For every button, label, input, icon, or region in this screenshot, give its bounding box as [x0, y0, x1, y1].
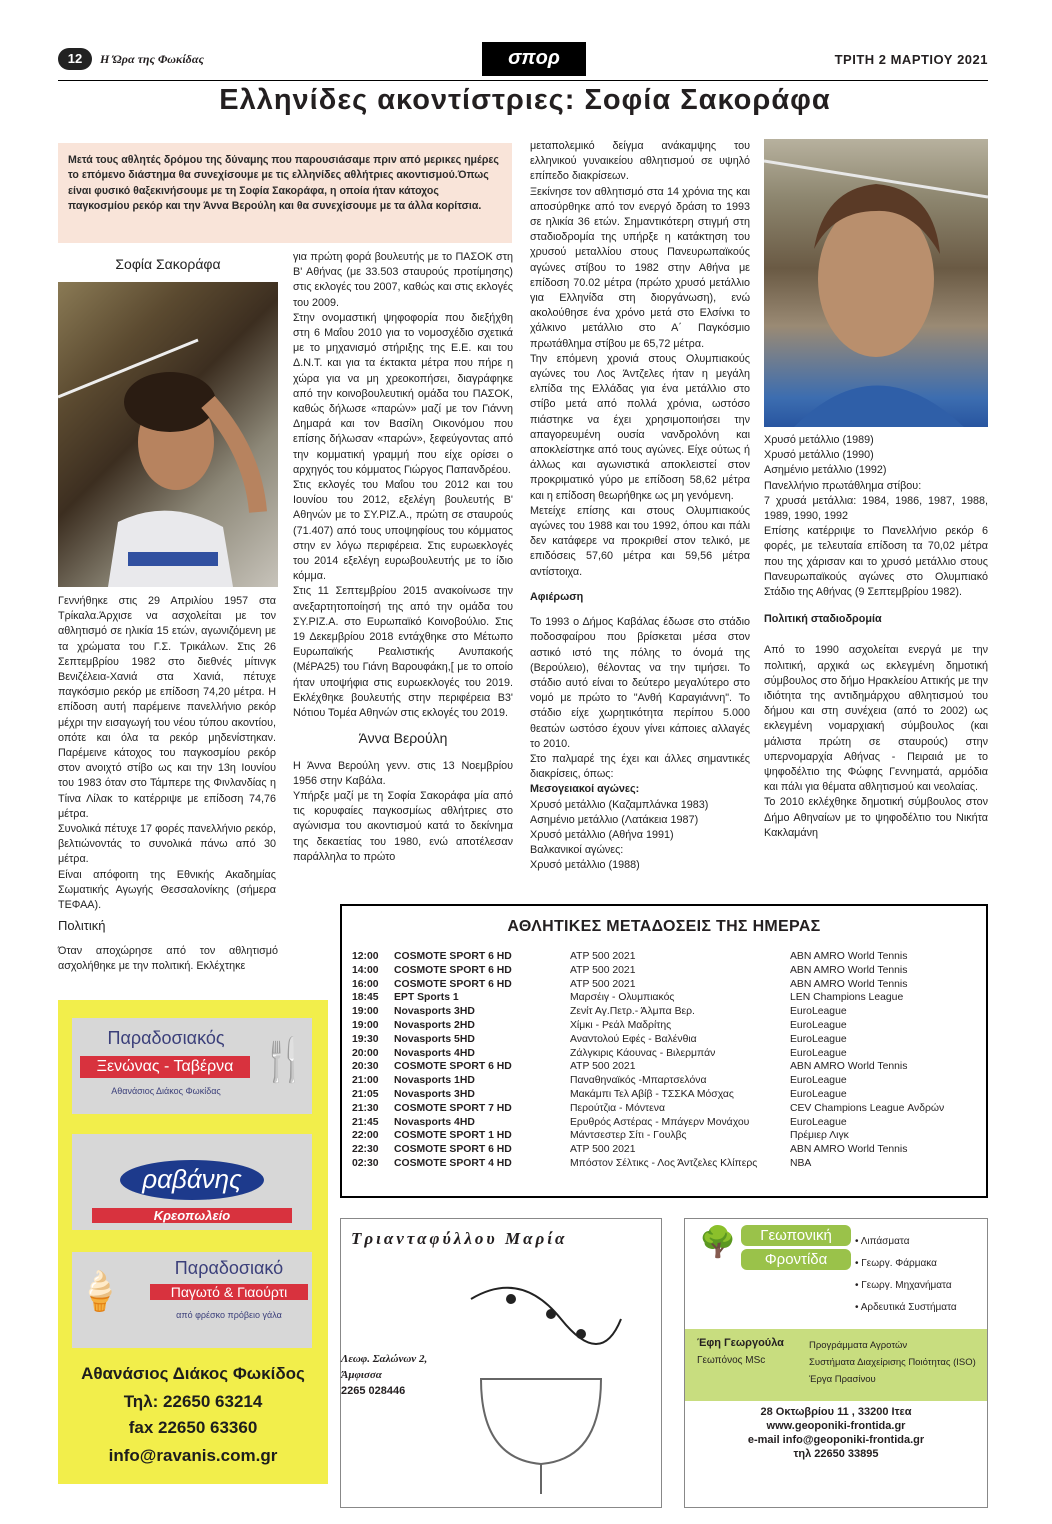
tv-channel: Novasports 1HD — [394, 1075, 475, 1087]
ad-ravanis — [58, 1000, 328, 1484]
geo-email: e-mail info@geoponiki-frontida.gr — [747, 1434, 925, 1446]
ad-ravanis-name: Αθανάσιος Διάκος Φωκίδος — [81, 1364, 305, 1383]
list-item: Συστήματα Διαχείρισης Ποιότητας (ISO) — [809, 1357, 976, 1368]
paragraph: Στις 11 Σεπτεμβρίου 2015 ανακοίνωσε την ανεξαρτητοποίησή της από την ομάδα του ΣΥ.ΡΙΖ.Α. στο Ευρωπαϊκό Κοινοβούλιο. Στις 19 Δεκεμβρίου 2018 εντάχθηκε στο Μέτωπο Ευρωπαϊκής Ρεαλιστικής Ανυπακοής (ΜέΡΑ25) του Γιάνη Βαρουφάκη,[ με το οποίο ήταν υποψήφια στις ευρωεκλογές του 2019. Εκλέχθηκε βουλευτής στην περιφέρεια Β3' Νότιου Τομέα Αθηνών στις εκλογές του 2019. — [293, 585, 513, 720]
table-row — [352, 1060, 976, 1074]
photo-verouli-art — [764, 139, 988, 427]
ad-maria-city: Άμφισσα — [341, 1369, 382, 1381]
tv-channel: COSMOTE SPORT 6 HD — [394, 951, 512, 962]
tv-time: 21:45 — [352, 1116, 379, 1128]
tv-league: EuroLeague — [790, 1033, 847, 1045]
ad-icecream-banner — [72, 1252, 312, 1348]
table-row — [352, 1047, 976, 1061]
paragraph: Μετείχε επίσης και στους Ολυμπιακούς αγώνες του 1988 και του 1992, όπου και πάλι δεν κατάφερε να προκριθεί στον τελικό, με επιδόσεις 57,60 μέτρα και 59,56 μέτρα αντίστοιχα. — [530, 504, 750, 578]
paragraph: Το 1993 ο Δήμος Καβάλας έδωσε στο στάδιο ποδοσφαίρου που βρίσκεται μέσα στον αστικό ιστό της πόλης το όνομά της (Βερούλειο), θέλοντας να την τιμήσει. Το στάδιο αυτό είναι το δεύτερο μεγαλύτερο στο νομό με πρώτο το "Ανθή Καραγιάννη". Το στάδιο είχε χωρητικότητα περίπου 5.000 θεατών ωστόσο έχουν γίνει κάποιες αλλαγές το 2010. — [530, 616, 750, 750]
article-title: Ελληνίδες ακοντίστριες: Σοφία Σακοράφα — [219, 84, 831, 116]
table-row — [352, 1005, 976, 1019]
tv-channel: EPT Sports 1 — [394, 992, 459, 1004]
ad-ravanis-fax: fax 22650 63360 — [128, 1418, 258, 1437]
column-1 — [58, 594, 276, 913]
tv-league: Πρέμιερ Λιγκ — [790, 1130, 849, 1142]
tv-channel: COSMOTE SPORT 1 HD — [394, 1130, 512, 1142]
list-item: Ασημένιο μετάλλιο (1992) — [764, 464, 887, 477]
tv-league: ABN AMRO World Tennis — [790, 964, 908, 976]
table-row — [352, 978, 976, 992]
tv-listings-table — [352, 950, 976, 1171]
column-3 — [530, 139, 750, 874]
icecream-subtitle: Παγωτό & Γιαούρτι — [150, 1284, 308, 1300]
geo-person: Έφη Γεωργούλα — [697, 1337, 784, 1349]
ad-maria-name: Τριανταφύλλου Μαρία — [351, 1229, 568, 1248]
table-row — [352, 1019, 976, 1033]
tv-time: 16:00 — [352, 978, 379, 990]
table-row — [352, 964, 976, 978]
tv-time: 21:05 — [352, 1088, 379, 1100]
tv-channel: COSMOTE SPORT 6 HD — [394, 964, 512, 976]
table-row — [352, 1074, 976, 1088]
tv-listings-box — [340, 904, 988, 1198]
tv-time: 19:00 — [352, 1019, 379, 1031]
subhead-career: Πολιτική σταδιοδρομία — [764, 613, 882, 626]
paragraph: για πρώτη φορά βουλευτής με το ΠΑΣΟΚ στη Β' Αθήνας (με 33.503 σταυρούς προτίμησης) στις εκλογές του 2007, καθώς και στις εκλογές του 2009. — [293, 251, 513, 309]
table-row — [352, 991, 976, 1005]
tavern-subtitle: Ξενώνας - Ταβέρνα — [80, 1056, 250, 1078]
list-item: Χρυσό μετάλλιο (1989) — [764, 434, 874, 446]
icecream-note: από φρέσκο πρόβειο γάλα — [176, 1310, 282, 1320]
tv-event: Ζάλγκιρις Κάουνας - Βιλερμπάν — [570, 1047, 716, 1059]
photo-sakorafa — [58, 282, 278, 587]
geo-person-title: Γεωπόνος MSc — [697, 1355, 766, 1366]
paragraph: Ξεκίνησε τον αθλητισμό στα 14 χρόνια της και αποσύρθηκε από τον ενεργό δράση το 1993 σε ηλικία 36 ετών. Σημαντικότερη στιγμή στη σταδιοδρομία της υπήρξε η κατάκτηση του χρυσού μεταλλίου στους Πανευρωπαϊκούς αγώνες στίβου το 1982 στην Αθήνα με επίδοση 70.02 μέτρα (πρώτο χρυσό μετάλλιο για Ελληνίδα στη διοργάνωση), ενώ ακολούθησε ένα χρόνο μετά στο Ελσίνκι το χάλκινο μετάλλιο στο Α΄ Παγκόσμιο πρωτάθλημα στίβου με 65,72 μέτρα. — [530, 185, 750, 350]
tv-event: Παναθηναϊκός -Μπαρτσελόνα — [570, 1075, 707, 1087]
tv-time: 19:30 — [352, 1033, 379, 1045]
geo-brand-2: Φροντίδα — [741, 1249, 851, 1270]
tv-event: ATP 500 2021 — [570, 1061, 636, 1073]
paragraph: Είναι απόφοιτη της Εθνικής Ακαδημίας Σωματικής Αγωγής Θεσσαλονίκης (σήμερα ΤΕΦΑΑ). — [58, 868, 276, 912]
tv-league: ABN AMRO World Tennis — [790, 951, 908, 962]
tv-event: ATP 500 2021 — [570, 951, 636, 962]
list-item: • Γεωργ. Φάρμακα — [855, 1258, 937, 1269]
subhead-sakorafa: Σοφία Σακοράφα — [115, 256, 221, 272]
tavern-title: Παραδοσιακός — [107, 1028, 225, 1048]
tv-channel: Novasports 3HD — [394, 1088, 475, 1100]
tv-league: ABN AMRO World Tennis — [790, 1144, 908, 1156]
page-number: 12 — [58, 48, 92, 70]
geo-phone: τηλ 22650 33895 — [793, 1448, 879, 1460]
ad-maria-phone: 2265 028446 — [341, 1385, 406, 1397]
table-row — [352, 1102, 976, 1116]
tv-event: Αναντολού Εφές - Βαλένθια — [570, 1033, 697, 1045]
paragraph: Την επόμενη χρονιά στους Ολυμπιακούς αγώνες του Λος Άντζελες ήταν η μεγάλη ελπίδα της Ελλάδας για ένα μετάλλιο στο στίβο μετά από πολλά χρόνια, ωστόσο πιάστηκε να έχει χρησιμοποιήσει την απαγορευμένη ουσία νανδρολόνη και αποκλείστηκε από τους αγώνες. Είχε ούτως ή άλλως και αγωνιστικά αποκλειστεί στον προκριματικό γύρο με επίδοση 58,62 μέτρα και η επίδοση θεωρήθηκε ως μη γενόμενη. — [530, 352, 750, 502]
tv-league: EuroLeague — [790, 1006, 847, 1018]
tv-league: CEV Champions League Ανδρών — [790, 1102, 945, 1114]
list-item: Χρυσό μετάλλιο (Αθήνα 1991) — [530, 828, 674, 841]
table-row — [352, 950, 976, 964]
list-item: Πανελλήνιο πρωτάθλημα στίβου: — [764, 479, 922, 492]
photo-verouli — [764, 139, 988, 427]
tv-channel: COSMOTE SPORT 4 HD — [394, 1157, 512, 1169]
tv-time: 21:00 — [352, 1075, 379, 1087]
icecream-icon: 🍦 — [76, 1271, 124, 1313]
tv-league: EuroLeague — [790, 1116, 847, 1128]
tv-listings-title: ΑΘΛΗΤΙΚΕΣ ΜΕΤΑΔΟΣΕΙΣ ΤΗΣ ΗΜΕΡΑΣ — [507, 918, 821, 935]
paragraph: Από το 1990 ασχολείται ενεργά με την πολιτική, αρχικά ως εκλεγμένη δημοτική σύμβουλος στο δήμο Ηρακλείου Αττικής με την ιδιότητα της αντιδημάρχου αθλητισμού του δήμου και στη συνέχεια (από το 2002) ως εκλεγμένη νομαρχιακή σύμβουλος (και μάλιστα πρώτη σε σταυρούς) στην υπερνομαρχία Αθήνας - Πειραιά με το ψηφοδέλτιο της Φώφης Γεννηματά, αρμόδια και πάλι για θέματα αθλητισμού και νεολαίας. — [764, 644, 988, 794]
photo-sakorafa-art — [58, 282, 278, 587]
tree-icon: 🌳 — [699, 1226, 737, 1259]
table-row — [352, 1116, 976, 1130]
tv-channel: Novasports 5HD — [394, 1033, 475, 1045]
icecream-title: Παραδοσιακό — [174, 1258, 284, 1278]
tv-league: LEN Champions League — [790, 992, 904, 1004]
geo-products — [855, 1231, 957, 1319]
tv-time: 20:30 — [352, 1061, 379, 1073]
intro-text: Μετά τους αθλητές δρόμου της δύναμης που παρουσιάσαμε πριν από μερικες ημέρες το επόμενο διάστημα θα συνεχίσουμε με τις ελληνίδες αθλήτριες ακοντισμού.Όπως είναι φυσικό θαξεκινήσουμε με τη Σοφία Σακοράφα, η οποία ήταν κάτοχος παγκοσμίου ρεκόρ και την Άννα Βερούλη και θα συνεχίσουμε με τα άλλα κορίτσια. — [68, 154, 499, 213]
tv-time: 20:00 — [352, 1047, 379, 1059]
tv-channel: Novasports 4HD — [394, 1116, 475, 1128]
paragraph: Στην ονομαστική ψηφοφορία που διεξήχθη στη 6 Μαΐου 2010 για το νομοσχέδιο σχετικά με το μηχανισμό στήριξης της Ε.Ε. και του Δ.Ν.Τ. και για τα έκτακτα μέτρα που πήρε η χώρα για να μη χρεοκοπήσει, διαγράφηκε από την κοινοβουλευτική ομάδα του ΠΑΣΟΚ, καθώς δήλωσε «παρών» μαζί με τον Γιάννη Δημαρά και τον Βασίλη Οικονόμου που επίσης δήλωσαν «παρών», ξεφεύγοντας από την κομματική γραμμή που είχε ορίσει ο αρχηγός του κόμματος Γιώργος Παπανδρέου. — [293, 311, 513, 476]
butcher-label: Κρεοπωλείο — [92, 1208, 292, 1223]
paragraph: Στις εκλογές του Μαΐου του 2012 και του Ιουνίου του 2012, εξελέγη βουλευτής Β' Αθηνών με το ΣΥ.ΡΙΖ.Α., πρώτη σε σταυρούς (71.407) από τους υποψηφίους του κόμματος στην εν λόγω περιφέρεια. Στις ευρωεκλογές του 2014 εξελέγη ευρωβουλευτής με το ίδιο κόμμα. — [293, 479, 513, 583]
tv-time: 12:00 — [352, 951, 379, 962]
ad-geoponiki — [684, 1218, 988, 1508]
list-item: • Αρδευτικά Συστήματα — [855, 1302, 957, 1313]
intro-box — [58, 143, 512, 243]
tv-channel: COSMOTE SPORT 7 HD — [394, 1102, 512, 1114]
tv-channel: COSMOTE SPORT 6 HD — [394, 1061, 512, 1073]
tv-event: Μαρσέιγ - Ολυμπιακός — [570, 992, 675, 1004]
tv-time: 22:30 — [352, 1144, 379, 1156]
subhead-dedication: Αφιέρωση — [530, 590, 584, 603]
column-2 — [293, 250, 513, 865]
fork-knife-icon: 🍴 — [258, 1036, 311, 1083]
ad-maria — [340, 1218, 662, 1508]
geo-contact — [685, 1405, 987, 1461]
paragraph: Η Άννα Βερούλη γενν. στις 13 Νοεμβρίου 1956 στην Καβάλα. — [293, 759, 513, 787]
tavern-location: Αθανάσιος Διάκος Φωκίδας — [111, 1086, 221, 1096]
ad-ravanis-email: info@ravanis.com.gr — [108, 1446, 278, 1465]
subhead-mediterranean: Μεσογειακοί αγώνες: — [530, 783, 640, 796]
tv-event: Μπόστον Σέλτικς - Λος Άντζελες Κλίπερς — [570, 1157, 758, 1169]
list-item: Βαλκανικοί αγώνες: — [530, 844, 624, 857]
table-row — [352, 1157, 976, 1171]
list-item: Χρυσό μετάλλιο (Καζαμπλάνκα 1983) — [530, 798, 709, 811]
tv-time: 19:00 — [352, 1006, 379, 1018]
tv-event: Χίμκι - Ρεάλ Μαδρίτης — [570, 1019, 672, 1031]
table-row — [352, 1033, 976, 1047]
paragraph: Συνολικά πέτυχε 17 φορές πανελλήνιο ρεκόρ, βελτιώνοντάς το συνολικά πάνω από 30 μέτρα. — [58, 823, 276, 866]
paragraph: Το 2010 εκλέχθηκε δημοτική σύμβουλος στον Δήμο Αθηναίων με το ψηφοδέλτιο του Νικήτα Κακλαμάνη — [764, 796, 988, 839]
tv-channel: Novasports 4HD — [394, 1047, 475, 1059]
geo-services — [809, 1337, 976, 1388]
ad-ravanis-tel: Τηλ: 22650 63214 — [123, 1392, 263, 1411]
list-item: Προγράμματα Αγροτών — [809, 1340, 908, 1351]
geo-address: 28 Οκτωβρίου 11 , 33200 Ιτεα — [760, 1406, 912, 1418]
tv-league: EuroLeague — [790, 1047, 847, 1059]
politics-text — [58, 944, 278, 974]
list-item: • Λιπάσματα — [855, 1236, 910, 1247]
ad-butcher-banner — [72, 1134, 312, 1230]
paragraph: Επίσης κατέρριψε το Πανελλήνιο ρεκόρ 6 φορές, με τελευταία επίδοση τα 70,02 μέτρα που της χάρισαν και το χρυσό μετάλλιο στους Πανευρωπαϊκούς αγώνες στο Ολυμπιακό Στάδιο της Αθήνας (9 Σεπτεμβρίου 1982). — [764, 525, 988, 599]
tv-time: 18:45 — [352, 992, 379, 1004]
newspaper-name: Η Ώρα της Φωκίδας — [100, 52, 204, 66]
section-label: σπορ — [482, 42, 586, 76]
subhead-verouli: Άννα Βερούλη — [358, 730, 448, 747]
tv-channel: COSMOTE SPORT 6 HD — [394, 1144, 512, 1156]
table-row — [352, 1143, 976, 1157]
list-item: 7 χρυσά μετάλλια: 1984, 1986, 1987, 1988, 1989, 1990, 1992 — [764, 494, 988, 523]
tv-time: 14:00 — [352, 964, 379, 976]
wine-glass-music-icon — [441, 1259, 641, 1499]
tv-channel: COSMOTE SPORT 6 HD — [394, 978, 512, 990]
subhead-politics: Πολιτική — [58, 918, 106, 933]
tv-league: NBA — [790, 1157, 812, 1169]
ad-maria-address: Λεωφ. Σαλώνων 2, — [341, 1353, 428, 1365]
paragraph: Υπήρξε μαζί με τη Σοφία Σακοράφα μία από τις κορυφαίες παγκοσμίως αθλήτριες στο αγώνισμα του ακοντισμού κατά το δεκίνημα της δεκαετίας του 1980, ενώ αποτέλεσαν παράλληλα το πρώτο — [293, 789, 513, 863]
tv-channel: Novasports 3HD — [394, 1006, 475, 1018]
tv-time: 22:00 — [352, 1130, 379, 1142]
tv-league: EuroLeague — [790, 1088, 847, 1100]
tv-event: ATP 500 2021 — [570, 964, 636, 976]
tv-league: EuroLeague — [790, 1075, 847, 1087]
header-rule — [58, 80, 988, 81]
issue-date: ΤΡΙΤΗ 2 ΜΑΡΤΙΟΥ 2021 — [834, 52, 988, 67]
geo-brand-1: Γεωπονική — [741, 1225, 851, 1246]
brand-logo: ραβάνης — [120, 1160, 264, 1200]
paragraph: μεταπολεμικό δείγμα ανάκαμψης του ελληνικού γυναικείου αθλητισμού σε υψηλό επίπεδο διακρίσεων. — [530, 140, 750, 183]
tv-league: ABN AMRO World Tennis — [790, 1061, 908, 1073]
tv-event: Μακάμπι Τελ Αβίβ - ΤΣΣΚΑ Μόσχας — [570, 1088, 734, 1100]
list-item: Χρυσό μετάλλιο (1990) — [764, 449, 874, 462]
tv-league: ABN AMRO World Tennis — [790, 978, 908, 990]
tv-event: Ζενίτ Αγ.Πετρ.- Άλμπα Βερ. — [570, 1006, 695, 1018]
tv-event: Μάντσεστερ Σίτι - Γουλβς — [570, 1130, 687, 1142]
tv-time: 21:30 — [352, 1102, 379, 1114]
paragraph: Γεννήθηκε στις 29 Απριλίου 1957 στα Τρίκαλα.Άρχισε να ασχολείται με τον αθλητισμό σε ηλικία 15 ετών, αγωνιζόμενη με τα χρώματα του Γ.Σ. Τρικάλων. Στις 26 Σεπτεμβρίου 1982 στο διεθνές μίτινγκ Βενιζέλεια-Χανιά στα Χανιά, πέτυχε παγκόσμιο ρεκόρ με επίδοση 74,20 μέτρα. Η επίδοση αυτή παρέμεινε πανελλήνιο ρεκόρ μέχρι την εισαγωγή του νέου τύπου ακοντίου, οπότε και όλα τα ρεκόρ μηδενίστηκαν. Παρέμεινε κάτοχος του παγκοσμίου ρεκόρ στον ανοιχτό στίβο ως και την 13η Ιουνίου του 1983 όταν στο Τάμπερε της Φινλανδίας η Τίινα Λίλακ το κατέρριψε με επίδοση 74,76 μέτρα. — [58, 595, 276, 820]
tv-event: ATP 500 2021 — [570, 1144, 636, 1156]
tv-event: ATP 500 2021 — [570, 978, 636, 990]
list-item: Χρυσό μετάλλιο (1988) — [530, 859, 640, 872]
table-row — [352, 1129, 976, 1143]
table-row — [352, 1088, 976, 1102]
ad-tavern-banner — [72, 1018, 312, 1114]
list-item: Ασημένιο μετάλλιο (Λατάκεια 1987) — [530, 813, 699, 826]
geo-website: www.geoponiki-frontida.gr — [766, 1420, 906, 1432]
tv-event: Ερυθρός Αστέρας - Μπάγερν Μονάχου — [570, 1116, 750, 1128]
paragraph: Στο παλμαρέ της έχει και άλλες σημαντικές διακρίσεις, όπως: — [530, 752, 750, 781]
list-item: • Γεωργ. Μηχανήματα — [855, 1280, 952, 1291]
paragraph: Όταν αποχώρησε από τον αθλητισμό ασχολήθηκε με την πολιτική. Εκλέχτηκε — [58, 945, 278, 973]
tv-league: EuroLeague — [790, 1019, 847, 1031]
column-4 — [764, 433, 988, 841]
tv-time: 02:30 — [352, 1157, 379, 1169]
geo-green-band — [685, 1329, 987, 1401]
tv-event: Περούτζια - Μόντενα — [570, 1102, 665, 1114]
list-item: Έργα Πρασίνου — [809, 1374, 876, 1385]
tv-channel: Novasports 2HD — [394, 1019, 475, 1031]
